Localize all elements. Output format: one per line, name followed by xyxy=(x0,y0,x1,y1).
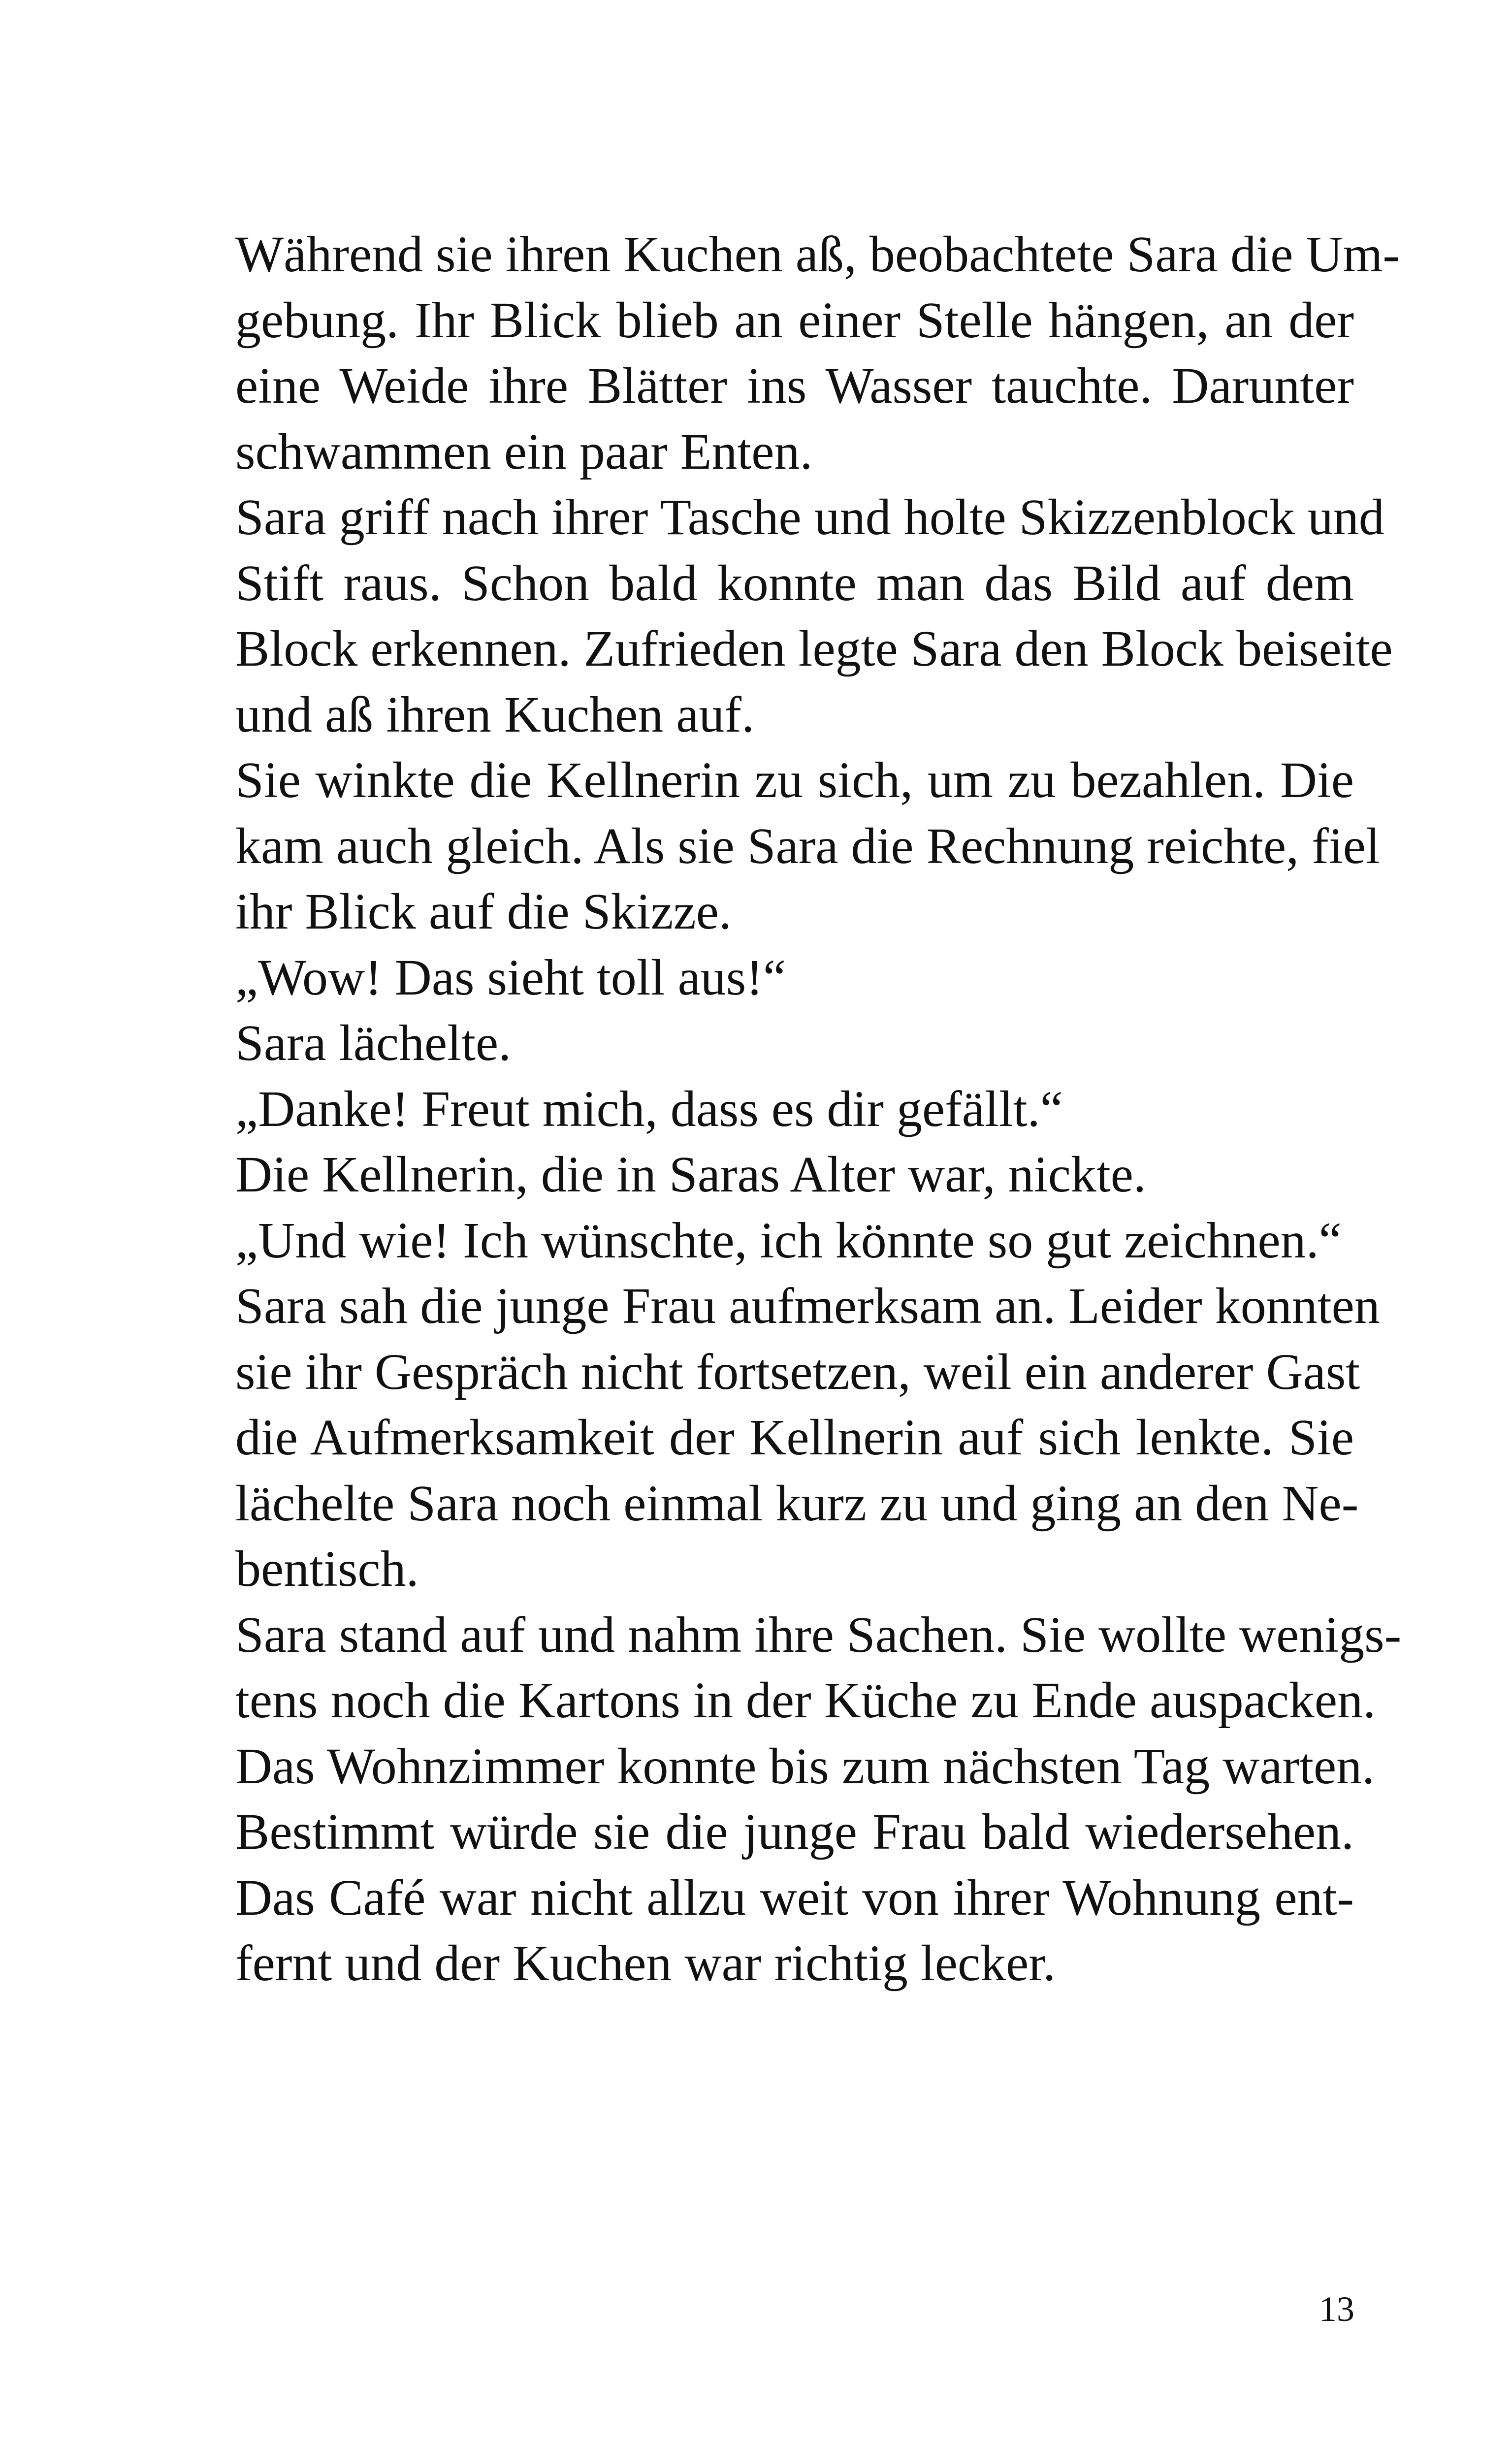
text-line: kam auch gleich. Als sie Sara die Rechnung reichte, fiel xyxy=(235,817,1380,874)
text-line: Sara lächelte. xyxy=(235,1015,512,1071)
text-line: eine Weide ihre Blätter ins Wasser tauchte. Darunter xyxy=(235,357,1354,414)
text-line: Block erkennen. Zufrieden legte Sara den Block beiseite xyxy=(235,620,1393,677)
text-line: Sara stand auf und nahm ihre Sachen. Sie wollte wenigs- xyxy=(235,1606,1402,1663)
text-line: Sara sah die junge Frau aufmerksam an. Leider konnten xyxy=(235,1278,1380,1334)
text-line: lächelte Sara noch einmal kurz zu und ging an den Ne- xyxy=(235,1475,1359,1532)
text-line: und aß ihren Kuchen auf. xyxy=(235,686,755,743)
text-line: tens noch die Kartons in der Küche zu Ende auspacken. xyxy=(235,1672,1376,1729)
text-line: gebung. Ihr Blick blieb an einer Stelle hängen, an der xyxy=(235,291,1354,349)
text-line: Bestimmt würde sie die junge Frau bald wiedersehen. xyxy=(235,1803,1354,1860)
text-line: Stift raus. Schon bald konnte man das Bild auf dem xyxy=(235,554,1354,611)
text-line: schwammen ein paar Enten. xyxy=(235,423,813,480)
text-line: Sie winkte die Kellnerin zu sich, um zu bezahlen. Die xyxy=(235,752,1354,808)
text-line: sie ihr Gespräch nicht fortsetzen, weil ein anderer Gast xyxy=(235,1343,1360,1400)
text-line: bentisch. xyxy=(235,1541,419,1597)
text-line: Während sie ihren Kuchen aß, beobachtete Sara die Um- xyxy=(235,226,1400,283)
text-line: fernt und der Kuchen war richtig lecker. xyxy=(235,1935,1056,1992)
text-line: die Aufmerksamkeit der Kellnerin auf sich lenkte. Sie xyxy=(235,1409,1354,1466)
text-line: Die Kellnerin, die in Saras Alter war, nickte. xyxy=(235,1146,1146,1203)
text-line: ihr Blick auf die Skizze. xyxy=(235,883,732,940)
text-line: „Wow! Das sieht toll aus!“ xyxy=(235,949,786,1006)
text-line: Sara griff nach ihrer Tasche und holte Skizzenblock und xyxy=(235,489,1384,546)
text-line: „Und wie! Ich wünschte, ich könnte so gut zeichnen.“ xyxy=(235,1212,1342,1269)
text-line: „Danke! Freut mich, dass es dir gefällt.“ xyxy=(235,1080,1063,1137)
page-number: 13 xyxy=(1319,2289,1354,2329)
text-line: Das Café war nicht allzu weit von ihrer Wohnung ent- xyxy=(235,1869,1354,1926)
text-line: Das Wohnzimmer konnte bis zum nächsten Tag warten. xyxy=(235,1737,1375,1795)
body-text xyxy=(235,222,1402,1996)
